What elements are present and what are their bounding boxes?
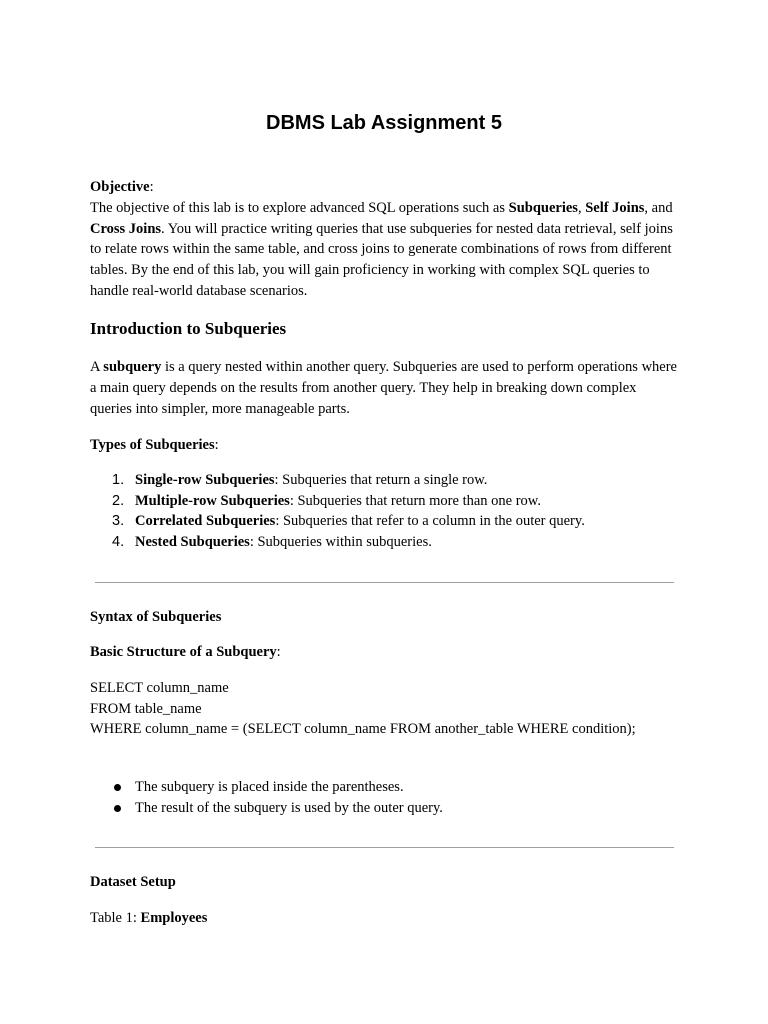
list-item <box>90 491 680 512</box>
list-item-text: : Subqueries that refer to a column in the outer query. <box>275 513 585 530</box>
types-label-line <box>90 435 680 456</box>
code-line: WHERE column_name = (SELECT column_name FROM another_table WHERE condition); <box>90 721 636 738</box>
code-line: FROM table_name <box>90 700 202 717</box>
list-item-term: Nested Subqueries <box>135 534 250 551</box>
horizontal-divider <box>95 582 674 583</box>
basic-structure-label: Basic Structure of a Subquery <box>90 644 277 660</box>
syntax-heading: Syntax of Subqueries <box>90 609 222 625</box>
objective-text-4: . You will practice writing queries that use subqueries for nested data retrieval, self joins to relate rows within the same table, and cross joins to generate combinations of rows from different tables. By the end of this lab, you will gain proficiency in working with complex SQL queries to handle real-world database scenarios. <box>90 220 673 299</box>
intro-heading: Introduction to Subqueries <box>90 319 287 338</box>
list-number: 1. <box>112 472 125 488</box>
list-number: 3. <box>112 513 125 530</box>
intro-text-a: A <box>90 359 104 375</box>
list-number: 2. <box>112 492 125 509</box>
intro-text-rest: is a query nested within another query. Subqueries are used to perform operations where a main query depends on the results from another query. They help in breaking down complex queries into simpler, more manageable parts. <box>90 359 677 417</box>
code-line: SELECT column_name <box>90 680 229 696</box>
objective-label: Objective <box>90 179 150 195</box>
list-item <box>90 777 680 798</box>
dataset-heading: Dataset Setup <box>90 874 176 890</box>
bullet-icon <box>114 805 121 812</box>
notes-list <box>90 777 680 818</box>
sql-code-block <box>90 678 680 740</box>
basic-structure-colon: : <box>276 644 281 660</box>
horizontal-divider <box>95 847 674 848</box>
table-caption-name: Employees <box>140 910 208 926</box>
list-item <box>90 511 680 532</box>
objective-term-cross-joins: Cross Joins <box>90 220 162 237</box>
objective-term-subqueries: Subqueries <box>508 199 578 216</box>
objective-text-2: , <box>577 199 586 216</box>
objective-colon: : <box>149 179 154 195</box>
objective-text-1: The objective of this lab is to explore advanced SQL operations such as <box>90 199 509 216</box>
list-item-term: Multiple-row Subqueries <box>135 492 290 509</box>
list-item-text: The result of the subquery is used by the outer query. <box>135 799 443 816</box>
document-title: DBMS Lab Assignment 5 <box>266 112 502 134</box>
list-item-text: : Subqueries within subqueries. <box>249 534 432 551</box>
list-item-text: The subquery is placed inside the parentheses. <box>135 779 404 795</box>
list-item-text: : Subqueries that return more than one row. <box>289 492 541 509</box>
intro-term-subquery: subquery <box>103 359 162 375</box>
list-number: 4. <box>112 534 125 551</box>
table-caption-prefix: Table 1: <box>90 910 141 926</box>
intro-paragraph <box>90 357 680 419</box>
list-item <box>90 470 680 491</box>
list-item-text: : Subqueries that return a single row. <box>274 472 488 488</box>
types-list <box>90 470 680 553</box>
list-item <box>90 798 680 819</box>
types-label: Types of Subqueries <box>90 437 215 453</box>
list-item <box>90 532 680 553</box>
bullet-icon <box>114 784 121 791</box>
table-caption <box>90 908 680 929</box>
objective-term-self-joins: Self Joins <box>585 199 645 216</box>
objective-paragraph <box>90 177 680 302</box>
types-colon: : <box>214 437 219 453</box>
basic-structure-line <box>90 642 680 663</box>
list-item-term: Correlated Subqueries <box>135 513 276 530</box>
objective-text-3: , and <box>644 199 673 216</box>
list-item-term: Single-row Subqueries <box>135 472 275 488</box>
